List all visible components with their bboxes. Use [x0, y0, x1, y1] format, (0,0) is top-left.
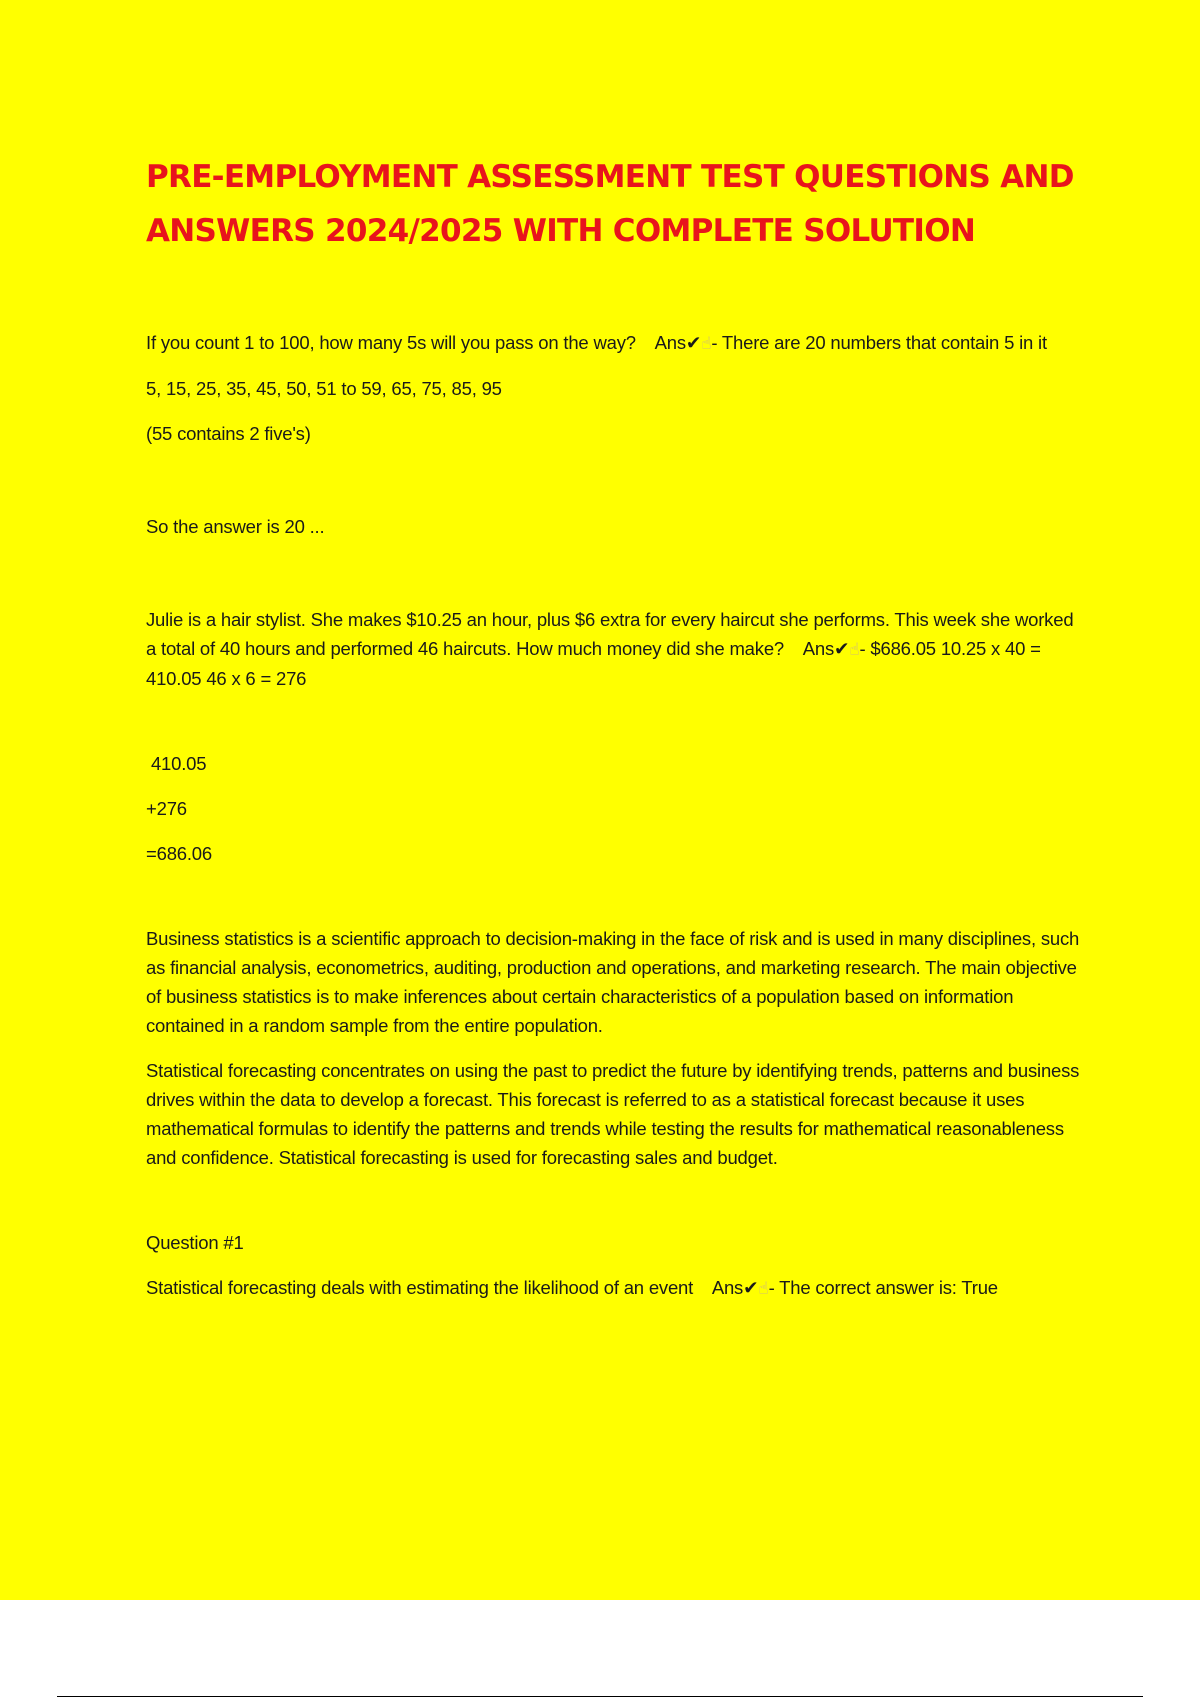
- spacer: [146, 464, 1086, 512]
- answer-marker: Ans✔: [654, 332, 702, 353]
- pointing-hand-icon: ☝: [849, 640, 860, 659]
- q1-line-4: So the answer is 20 ...: [146, 516, 325, 537]
- q3-question: Statistical forecasting deals with estimating the likelihood of an event: [146, 1277, 694, 1298]
- answer-marker: Ans✔: [802, 638, 850, 659]
- q3-answer: - The correct answer is: True: [768, 1277, 998, 1298]
- answer-marker: Ans✔: [711, 1277, 759, 1298]
- q1-answer: - There are 20 numbers that contain 5 in it: [711, 332, 1047, 353]
- spacer: [146, 557, 1086, 605]
- pointing-hand-icon: ☝: [758, 1279, 769, 1298]
- q2-line-3: +276: [146, 798, 187, 819]
- title-line-2: ANSWERS 2024/2025 WITH COMPLETE SOLUTION: [146, 213, 976, 249]
- q2-line-4: =686.06: [146, 843, 212, 864]
- q1-line-2: 5, 15, 25, 35, 45, 50, 51 to 59, 65, 75, 85, 95: [146, 378, 502, 399]
- document-title: [146, 150, 1086, 258]
- q3-question-paragraph: [146, 1273, 1086, 1303]
- spacer: [146, 709, 1086, 749]
- spacer: [146, 1188, 1086, 1228]
- spacer: [146, 884, 1086, 924]
- q2-line-2: 410.05: [146, 753, 207, 774]
- q2-question: Julie is a hair stylist. She makes $10.25 an hour, plus $6 extra for every haircut she performs. This week she worked a total of 40 hours and performed 46 haircuts. How much money did she make?: [146, 609, 1074, 659]
- footer-divider: [57, 1696, 1143, 1697]
- q1-line-3: (55 contains 2 five's): [146, 423, 311, 444]
- q2-answer: - $686.05 10.25 x 40 = 410.05 46 x 6 = 276: [146, 638, 1041, 689]
- business-statistics-paragraph: Business statistics is a scientific approach to decision-making in the face of risk and is used in many disciplines, such as financial analysis, econometrics, auditing, production and operations, and marketing research. The main objective of business statistics is to make inferences about certain characteristics of a population based on information contained in a random sample from the entire population.: [146, 928, 1080, 1036]
- statistical-forecasting-paragraph: Statistical forecasting concentrates on using the past to predict the future by identifying trends, patterns and business drives within the data to develop a forecast. This forecast is referred to as a statistical forecast because it uses mathematical formulas to identify the patterns and trends while testing the results for mathematical reasonableness and confidence. Statistical forecasting is used for forecasting sales and budget.: [146, 1060, 1080, 1168]
- q2-question-paragraph: [146, 605, 1086, 693]
- q1-question-paragraph: [146, 328, 1086, 358]
- title-line-1: PRE-EMPLOYMENT ASSESSMENT TEST QUESTIONS AND: [146, 159, 1074, 195]
- pointing-hand-icon: ☝: [701, 334, 712, 353]
- document-content: [146, 150, 1086, 1319]
- question-1-label: Question #1: [146, 1232, 244, 1253]
- q1-question: If you count 1 to 100, how many 5s will you pass on the way?: [146, 332, 636, 353]
